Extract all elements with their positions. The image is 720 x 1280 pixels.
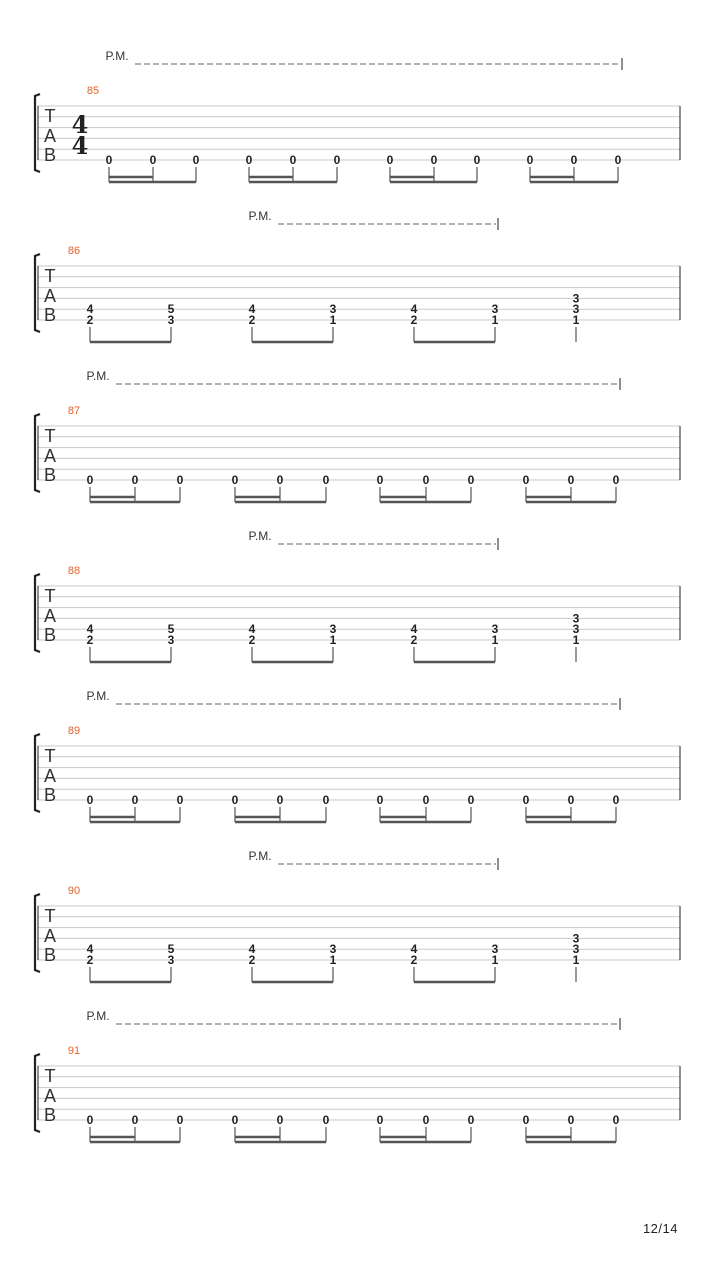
tab-fret-number: 0 — [386, 153, 394, 167]
tab-clef-b: B — [43, 785, 57, 805]
tab-fret-number: 0 — [522, 1113, 530, 1127]
tab-fret-number: 4 — [248, 622, 256, 637]
tab-fret-number: 0 — [430, 153, 438, 167]
tab-fret-number: 0 — [570, 153, 578, 167]
measure-number: 89 — [67, 725, 81, 737]
tab-fret-number: 0 — [176, 1113, 184, 1127]
tab-fret-number: 3 — [329, 622, 337, 637]
tab-fret-number: 1 — [491, 313, 499, 327]
tab-fret-number: 3 — [329, 302, 337, 317]
tab-clef-a: A — [43, 926, 57, 946]
tab-clef-b: B — [43, 945, 57, 965]
pm-label: P.M. — [105, 49, 129, 63]
tab-fret-number: 3 — [572, 611, 580, 626]
tab-fret-number: 3 — [572, 291, 580, 306]
tab-fret-number: 2 — [410, 313, 418, 327]
tab-clef-b: B — [43, 625, 57, 645]
tab-fret-number: 0 — [231, 1113, 239, 1127]
tab-clef-a: A — [43, 126, 57, 146]
tab-fret-number: 0 — [422, 1113, 430, 1127]
tab-fret-number: 2 — [248, 633, 256, 647]
tab-fret-number: 0 — [86, 793, 94, 807]
tab-fret-number: 0 — [105, 153, 113, 167]
tab-fret-number: 5 — [167, 302, 175, 317]
tab-fret-number: 0 — [522, 793, 530, 807]
tab-fret-number: 0 — [322, 793, 330, 807]
tab-fret-number: 0 — [567, 793, 575, 807]
tab-fret-number: 0 — [467, 473, 475, 487]
tab-clef-t: T — [44, 746, 56, 766]
measure-number: 87 — [67, 405, 81, 417]
tab-clef-a: A — [43, 606, 57, 626]
tab-clef-a: A — [43, 286, 57, 306]
tab-fret-number: 0 — [612, 793, 620, 807]
tab-fret-number: 5 — [167, 942, 175, 957]
tab-fret-number: 0 — [131, 1113, 139, 1127]
pm-label: P.M. — [248, 209, 272, 223]
tab-clef-b: B — [43, 305, 57, 325]
tab-fret-number: 1 — [491, 633, 499, 647]
tab-fret-number: 3 — [167, 313, 175, 327]
tab-fret-number: 1 — [572, 953, 580, 967]
tab-fret-number: 1 — [329, 953, 337, 967]
tab-clef-t: T — [44, 266, 56, 286]
tab-fret-number: 1 — [491, 953, 499, 967]
tab-fret-number: 2 — [86, 633, 94, 647]
tab-fret-number: 3 — [167, 953, 175, 967]
tab-fret-number: 1 — [572, 313, 580, 327]
tab-fret-number: 1 — [329, 313, 337, 327]
measure-number: 86 — [67, 245, 81, 257]
time-signature-top: 4 — [71, 110, 89, 139]
tab-clef-t: T — [44, 1066, 56, 1086]
pm-label: P.M. — [248, 849, 272, 863]
page-number: 12/14 — [642, 1221, 678, 1236]
tab-fret-number: 4 — [86, 942, 94, 957]
tab-clef-a: A — [43, 766, 57, 786]
tab-fret-number: 2 — [248, 953, 256, 967]
measure-number: 85 — [86, 85, 100, 97]
tab-fret-number: 0 — [422, 793, 430, 807]
pm-label: P.M. — [86, 689, 110, 703]
tab-fret-number: 3 — [572, 302, 580, 317]
tab-fret-number: 0 — [376, 1113, 384, 1127]
tab-fret-number: 3 — [572, 931, 580, 946]
tab-fret-number: 3 — [491, 622, 499, 637]
tab-fret-number: 0 — [276, 793, 284, 807]
tab-fret-number: 0 — [376, 473, 384, 487]
tab-fret-number: 3 — [491, 302, 499, 317]
tab-fret-number: 0 — [473, 153, 481, 167]
measure-number: 88 — [67, 565, 81, 577]
tab-fret-number: 3 — [329, 942, 337, 957]
tab-fret-number: 2 — [410, 633, 418, 647]
tab-fret-number: 0 — [131, 473, 139, 487]
tab-fret-number: 0 — [322, 473, 330, 487]
tab-fret-number: 0 — [192, 153, 200, 167]
tab-fret-number: 4 — [248, 942, 256, 957]
tab-fret-number: 0 — [176, 793, 184, 807]
tab-fret-number: 4 — [248, 302, 256, 317]
tab-fret-number: 3 — [491, 942, 499, 957]
tab-clef-b: B — [43, 1105, 57, 1125]
tab-fret-number: 4 — [410, 302, 418, 317]
tab-fret-number: 1 — [572, 633, 580, 647]
pm-label: P.M. — [86, 369, 110, 383]
measure-number: 90 — [67, 885, 81, 897]
tab-fret-number: 2 — [248, 313, 256, 327]
tab-fret-number: 4 — [410, 942, 418, 957]
tab-fret-number: 2 — [410, 953, 418, 967]
tab-clef-t: T — [44, 906, 56, 926]
tab-fret-number: 0 — [522, 473, 530, 487]
tab-fret-number: 3 — [167, 633, 175, 647]
time-signature-bottom: 4 — [71, 131, 89, 160]
tab-fret-number: 0 — [322, 1113, 330, 1127]
tab-fret-number: 0 — [612, 1113, 620, 1127]
tab-fret-number: 4 — [410, 622, 418, 637]
tab-fret-number: 5 — [167, 622, 175, 637]
tab-fret-number: 3 — [572, 942, 580, 957]
tab-fret-number: 0 — [176, 473, 184, 487]
tab-fret-number: 0 — [467, 1113, 475, 1127]
tab-fret-number: 4 — [86, 622, 94, 637]
tab-fret-number: 0 — [612, 473, 620, 487]
tab-fret-number: 0 — [245, 153, 253, 167]
tab-fret-number: 0 — [131, 793, 139, 807]
tab-fret-number: 2 — [86, 313, 94, 327]
tab-fret-number: 0 — [289, 153, 297, 167]
tab-fret-number: 0 — [567, 473, 575, 487]
tab-fret-number: 0 — [276, 473, 284, 487]
pm-label: P.M. — [248, 529, 272, 543]
tab-clef-t: T — [44, 586, 56, 606]
tab-fret-number: 0 — [86, 1113, 94, 1127]
tab-fret-number: 0 — [86, 473, 94, 487]
tab-fret-number: 0 — [276, 1113, 284, 1127]
tab-fret-number: 0 — [422, 473, 430, 487]
tab-fret-number: 4 — [86, 302, 94, 317]
measure-number: 91 — [67, 1045, 81, 1057]
tab-fret-number: 0 — [467, 793, 475, 807]
tab-clef-b: B — [43, 145, 57, 165]
tab-clef-t: T — [44, 106, 56, 126]
tab-clef-a: A — [43, 1086, 57, 1106]
tab-clef-t: T — [44, 426, 56, 446]
tab-clef-b: B — [43, 465, 57, 485]
pm-label: P.M. — [86, 1009, 110, 1023]
tab-fret-number: 0 — [376, 793, 384, 807]
tab-fret-number: 2 — [86, 953, 94, 967]
tab-fret-number: 1 — [329, 633, 337, 647]
tab-fret-number: 0 — [231, 793, 239, 807]
tab-fret-number: 0 — [231, 473, 239, 487]
tab-fret-number: 0 — [149, 153, 157, 167]
tab-fret-number: 0 — [526, 153, 534, 167]
tab-clef-a: A — [43, 446, 57, 466]
tab-fret-number: 3 — [572, 622, 580, 637]
tab-fret-number: 0 — [567, 1113, 575, 1127]
tab-fret-number: 0 — [333, 153, 341, 167]
tab-fret-number: 0 — [614, 153, 622, 167]
